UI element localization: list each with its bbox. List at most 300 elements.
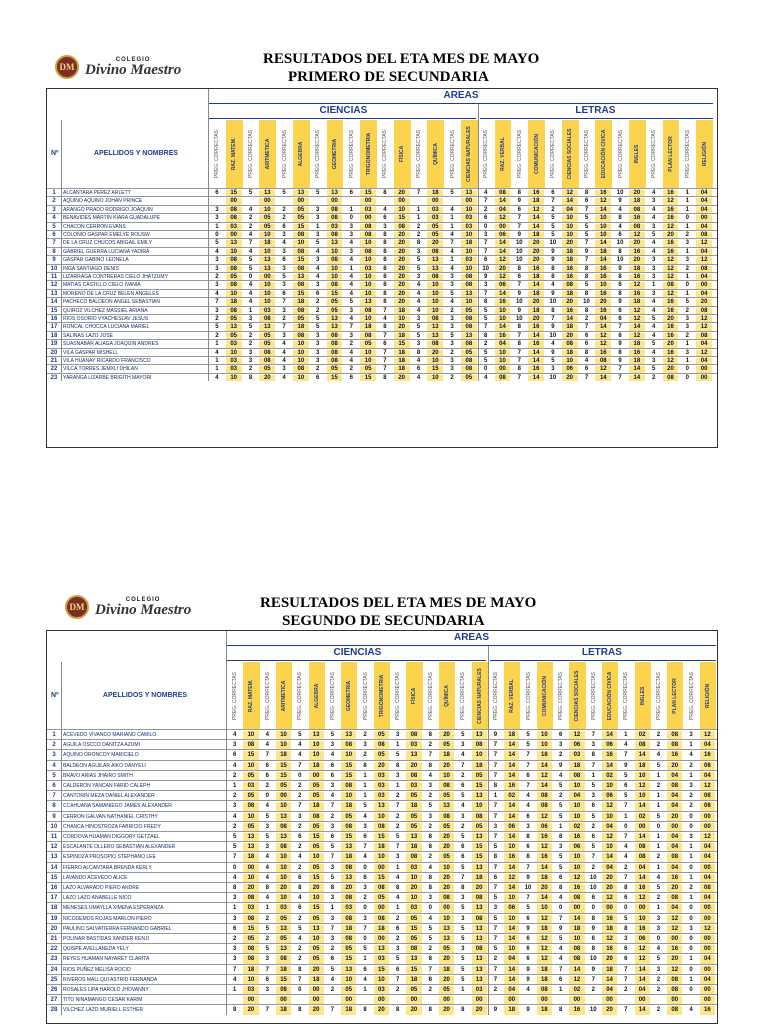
score-cell: 04	[602, 864, 617, 872]
score-cell: 7	[493, 966, 498, 973]
score-cell: 3	[316, 215, 320, 222]
score-cell: 7	[416, 190, 421, 196]
score-cell: 04	[700, 741, 715, 749]
score-cell: 3	[652, 198, 656, 205]
score-cell: 1	[493, 793, 498, 800]
score-cell: 4	[416, 374, 421, 381]
row-number: 16	[50, 885, 58, 891]
score-cell: 4	[618, 206, 622, 213]
column-header-label: PREG. CORRECTAS	[427, 671, 434, 720]
score-cell: 8	[383, 190, 387, 196]
score-cell: 4	[584, 358, 589, 364]
score-cell: 8	[591, 915, 595, 922]
score-cell: 7	[493, 803, 498, 810]
score-cell: 00	[276, 996, 291, 1004]
score-cell: 5	[484, 307, 488, 314]
score-cell: 3	[316, 341, 320, 348]
score-cell: 16	[562, 274, 578, 280]
score-cell: 15	[374, 833, 389, 841]
score-cell: 15	[341, 762, 356, 770]
score-cell: 5	[584, 232, 589, 238]
column-header	[227, 662, 243, 729]
results-table	[46, 630, 718, 1024]
score-cell: 7	[624, 966, 628, 973]
score-cell: 1	[558, 823, 563, 830]
score-cell: 14	[602, 731, 617, 739]
score-cell: 3	[265, 823, 269, 830]
score-cell: 0	[624, 823, 628, 830]
score-cell: 02	[602, 772, 617, 780]
score-cell: 3	[316, 349, 320, 356]
score-cell: 6	[298, 834, 302, 840]
score-cell: 10	[293, 350, 309, 356]
score-cell: 08	[309, 813, 324, 821]
score-cell: 14	[504, 741, 519, 749]
score-cell: 6	[526, 772, 530, 779]
score-cell	[618, 996, 633, 1004]
score-cell: 03	[243, 986, 258, 994]
score-cell: 06	[569, 843, 584, 851]
score-cell: 2	[265, 783, 269, 789]
score-cell: 14	[635, 874, 650, 882]
score-cell: 3	[349, 332, 353, 339]
score-cell	[651, 996, 666, 1004]
score-cell: 2	[656, 854, 661, 861]
score-cell: 9	[517, 198, 521, 205]
score-cell: 2	[656, 732, 661, 738]
column-header-label: ARITMETICA	[264, 138, 271, 170]
score-cell: 10	[243, 874, 258, 882]
score-cell: 16	[528, 366, 544, 372]
score-cell: 13	[472, 731, 487, 739]
score-cell: 2	[558, 793, 563, 800]
score-cell: 08	[327, 333, 343, 339]
score-cell: 5	[624, 793, 628, 800]
score-cell: 10	[595, 282, 611, 288]
score-cell: 15	[309, 904, 324, 912]
score-cell: 18	[504, 731, 519, 739]
score-cell: 4	[618, 223, 622, 230]
score-cell: 12	[667, 925, 682, 933]
score-cell: 8	[428, 885, 432, 891]
score-cell: 7	[526, 864, 530, 871]
column-header-label: PREG. CORRECTAS	[483, 130, 490, 178]
score-cell: 1	[395, 783, 400, 789]
score-cell: 7	[618, 366, 622, 373]
row-number: 19	[50, 915, 58, 922]
score-cell: 5	[416, 332, 421, 339]
score-cell: 03	[226, 341, 242, 347]
score-cell	[488, 996, 503, 1004]
score-cell: 12	[595, 341, 611, 347]
score-cell: 2	[330, 813, 335, 820]
score-cell: 10	[439, 864, 454, 872]
score-cell: 3	[450, 366, 454, 373]
score-cell: 6	[265, 772, 269, 779]
score-cell: 12	[696, 257, 712, 263]
column-header-label: PREG. CORRECTAS	[525, 671, 532, 720]
score-cell: 6	[316, 290, 320, 297]
score-cell: 08	[341, 935, 356, 943]
score-cell: 10	[602, 813, 617, 821]
score-cell: 9	[526, 976, 530, 983]
score-cell: 10	[259, 299, 275, 305]
student-name: BENAVIDES MARTIN KIARA GUADALUPE	[63, 215, 161, 222]
score-cell: 10	[309, 894, 324, 902]
score-cell: 08	[569, 894, 584, 902]
score-cell: 20	[472, 1006, 487, 1014]
score-cell: 15	[360, 190, 376, 196]
score-cell: 20	[667, 955, 682, 963]
score-cell: 3	[416, 341, 421, 348]
score-cell: 16	[700, 751, 715, 759]
score-cell: 5	[461, 905, 465, 912]
score-cell: 4	[652, 332, 656, 339]
student-name: BALDEON AGUILAR AIKO DANYELI	[63, 762, 146, 769]
score-cell: 5	[558, 936, 563, 942]
score-cell: 00	[700, 986, 715, 994]
score-cell: 7	[591, 732, 595, 738]
score-cell: 08	[537, 802, 552, 810]
score-cell: 9	[526, 925, 530, 932]
row-number: 10	[50, 823, 58, 830]
score-cell: 1	[349, 265, 353, 272]
score-cell: 08	[243, 741, 258, 749]
score-cell: 08	[663, 375, 679, 381]
score-cell: 00	[700, 915, 715, 923]
score-cell: 10	[327, 249, 343, 255]
score-cell: 08	[696, 308, 712, 314]
score-cell: 5	[656, 762, 661, 769]
score-cell: 10	[293, 341, 309, 347]
score-cell: 4	[652, 349, 656, 356]
student-name: REYES HUAMAN NAYARET CLARITA	[63, 956, 150, 963]
score-cell: 4	[558, 895, 563, 902]
row-number: 2	[52, 198, 56, 205]
score-cell: 7	[330, 803, 335, 810]
number-header: Nº	[51, 150, 59, 157]
score-cell: 6	[395, 925, 400, 932]
score-cell: 3	[265, 987, 269, 993]
score-cell: 4	[526, 987, 530, 993]
score-cell: 8	[551, 307, 555, 314]
score-cell: 7	[517, 332, 521, 339]
score-cell: 10	[394, 207, 410, 213]
score-cell: 6	[363, 966, 367, 973]
score-cell: 0	[689, 813, 693, 820]
score-cell: 7	[232, 854, 237, 861]
score-cell: 8	[395, 762, 400, 769]
score-cell: 13	[472, 833, 487, 841]
table-row	[47, 831, 717, 841]
score-cell: 0	[298, 772, 302, 779]
score-cell: 14	[635, 751, 650, 759]
score-cell: 2	[689, 762, 693, 769]
score-cell: 2	[428, 946, 432, 953]
score-cell: 3	[248, 358, 253, 364]
student-name: QUIROZ VILCHEZ MASSIEL ARIANA	[63, 307, 148, 314]
score-cell: 7	[383, 366, 387, 373]
score-cell: 4	[416, 290, 421, 297]
score-cell: 10	[293, 240, 309, 246]
score-cell: 05	[243, 823, 258, 831]
score-cell: 13	[309, 925, 324, 933]
score-cell: 1	[363, 783, 367, 789]
row-number: 12	[50, 844, 58, 851]
score-cell: 7	[484, 324, 488, 331]
score-cell: 06	[602, 741, 617, 749]
student-name: CHANCA HINOSTROZA FABRICIO FREDY	[63, 823, 161, 830]
score-cell: 3	[330, 895, 335, 902]
score-cell: 3	[248, 349, 253, 356]
score-cell: 7	[298, 976, 302, 983]
score-cell: 16	[629, 350, 645, 356]
score-cell: 0	[363, 864, 367, 871]
score-cell: 4	[558, 772, 563, 779]
score-cell: 03	[406, 782, 421, 790]
row-number: 25	[50, 976, 58, 983]
score-cell: 20	[309, 966, 324, 974]
score-cell: 05	[309, 955, 324, 963]
score-cell: 16	[562, 308, 578, 314]
score-cell: 05	[259, 366, 275, 372]
school-logo	[65, 595, 191, 619]
student-name: SALINAS LAZO JOSE	[63, 332, 114, 339]
score-cell: 0	[685, 215, 689, 222]
score-cell: 08	[360, 308, 376, 314]
score-cell: 05	[439, 792, 454, 800]
score-cell: 18	[374, 925, 389, 933]
score-cell: 3	[330, 823, 335, 830]
score-cell: 8	[298, 966, 302, 973]
student-name: POLINAR BASTIDAS XANDER KENJI	[63, 936, 149, 942]
score-cell: 4	[652, 307, 656, 314]
row-number: 23	[50, 374, 58, 381]
score-cell: 12	[663, 257, 679, 263]
logo-school-name: Divino Maestro	[85, 61, 182, 78]
score-cell: 16	[595, 266, 611, 272]
score-cell: 12	[663, 291, 679, 297]
student-name: PACHECO BALDEON ANGEL SEBASTIAN	[63, 299, 160, 306]
score-cell: 5	[656, 885, 661, 891]
score-cell: 03	[341, 904, 356, 912]
score-cell: 7	[383, 307, 387, 314]
score-cell: 6	[591, 803, 595, 810]
score-cell: 4	[652, 240, 656, 247]
score-cell: 8	[517, 324, 521, 331]
score-cell: 6	[624, 895, 628, 902]
score-cell: 03	[461, 224, 477, 230]
score-cell: 13	[439, 935, 454, 943]
score-cell: 5	[493, 915, 498, 922]
score-cell: 8	[428, 762, 432, 769]
score-cell: 3	[652, 223, 656, 230]
score-cell: 6	[330, 956, 335, 963]
score-cell: 05	[243, 772, 258, 780]
score-cell: 06	[504, 823, 519, 831]
score-cell: 10	[602, 782, 617, 790]
score-cell: 1	[689, 772, 693, 779]
score-cell: 12	[663, 224, 679, 230]
score-cell: 2	[298, 844, 302, 851]
table-row	[47, 974, 717, 984]
score-cell: 12	[537, 915, 552, 923]
score-cell: 00	[537, 996, 552, 1004]
score-cell: 2	[395, 936, 400, 942]
score-cell: 8	[248, 374, 253, 381]
score-cell: 04	[667, 802, 682, 810]
score-cell: 20	[427, 240, 443, 246]
score-cell: 1	[685, 223, 689, 230]
score-cell: 18	[243, 853, 258, 861]
score-cell: 5	[248, 190, 253, 196]
score-cell: 3	[282, 332, 286, 339]
score-cell: 2	[591, 823, 595, 830]
score-cell: 10	[374, 853, 389, 861]
score-cell: 13	[341, 731, 356, 739]
score-cell: 3	[450, 358, 454, 364]
score-cell: 05	[406, 935, 421, 943]
score-cell: 12	[629, 282, 645, 288]
score-cell: 7	[526, 762, 530, 769]
score-cell: 00	[667, 935, 682, 943]
column-header	[292, 662, 308, 729]
score-cell: 08	[341, 782, 356, 790]
column-header-label: PREG. CORRECTAS	[492, 671, 499, 720]
score-cell: 13	[427, 257, 443, 263]
score-cell: 16	[667, 945, 682, 953]
score-cell: 8	[526, 854, 530, 861]
score-cell: 16	[595, 350, 611, 356]
table-row	[47, 994, 717, 1004]
score-cell: 8	[558, 885, 563, 891]
score-cell: 05	[439, 823, 454, 831]
score-cell: 13	[327, 240, 343, 246]
score-cell: 18	[406, 843, 421, 851]
score-cell: 8	[461, 885, 465, 891]
table-row	[47, 933, 717, 943]
score-cell: 18	[528, 291, 544, 297]
score-cell: 13	[259, 190, 275, 196]
score-cell: 10	[562, 215, 578, 221]
score-cell: 04	[696, 274, 712, 280]
score-cell: 8	[298, 885, 302, 891]
row-number: 7	[52, 793, 56, 800]
score-cell: 02	[635, 813, 650, 821]
score-cell: 16	[635, 884, 650, 892]
score-cell: 8	[484, 332, 488, 339]
score-cell: 4	[316, 265, 320, 272]
score-cell: 13	[472, 976, 487, 984]
column-header-label: CIENCIAS SOCIALES	[567, 128, 574, 180]
score-cell: 4	[330, 976, 335, 983]
score-cell: 6	[584, 341, 589, 348]
score-cell: 1	[215, 366, 219, 373]
score-cell: 1	[232, 987, 237, 993]
score-cell: 18	[341, 925, 356, 933]
score-cell: 18	[341, 802, 356, 810]
score-cell: 0	[689, 915, 693, 922]
score-cell: 00	[700, 935, 715, 943]
score-cell: 14	[504, 833, 519, 841]
score-cell: 8	[618, 248, 622, 255]
score-cell: 4	[652, 324, 656, 331]
score-cell: 18	[629, 198, 645, 204]
score-cell: 08	[427, 249, 443, 255]
column-header	[406, 662, 422, 729]
score-cell: 6	[298, 874, 302, 881]
logo-small-text: COLEGIO	[125, 596, 161, 603]
score-cell: 18	[528, 274, 544, 280]
score-cell: 1	[652, 282, 656, 289]
score-cell: 4	[363, 813, 367, 820]
score-cell: 3	[349, 232, 353, 238]
score-cell: 10	[259, 291, 275, 297]
score-cell: 12	[537, 955, 552, 963]
score-cell: 00	[394, 198, 410, 204]
score-cell: 5	[584, 282, 589, 289]
score-cell: 20	[629, 190, 645, 196]
score-cell: 3	[265, 844, 269, 851]
score-cell: 08	[226, 266, 242, 272]
score-cell: 6	[526, 936, 530, 942]
score-cell: 14	[504, 935, 519, 943]
score-cell: 10	[515, 240, 523, 247]
score-cell: 7	[395, 803, 400, 810]
score-cell: 14	[528, 350, 544, 356]
student-name: ACEVEDO VIVANCO MARIANO CAMILO	[63, 732, 157, 738]
score-cell: 12	[602, 833, 617, 841]
score-cell: 4	[349, 358, 353, 364]
score-cell: 10	[569, 864, 584, 872]
score-cell: 2	[363, 732, 367, 738]
score-cell: 3	[652, 265, 656, 272]
score-cell: 15	[276, 976, 291, 984]
score-cell: 0	[215, 232, 219, 238]
score-cell: 10	[616, 257, 624, 264]
score-cell: 18	[537, 874, 552, 882]
score-cell: 2	[484, 341, 488, 348]
score-cell: 5	[551, 358, 555, 364]
score-cell: 10	[226, 375, 242, 381]
score-cell: 04	[667, 843, 682, 851]
row-number: 12	[50, 282, 58, 289]
score-cell: 05	[406, 915, 421, 923]
score-cell: 18	[472, 762, 487, 770]
score-cell: 3	[248, 316, 253, 322]
score-cell: 3	[656, 925, 661, 932]
score-cell: 06	[537, 823, 552, 831]
column-header-label: PREG. CORRECTAS	[415, 130, 422, 178]
score-cell: 1	[461, 987, 465, 993]
score-cell: 08	[360, 333, 376, 339]
score-cell: 8	[298, 1007, 302, 1014]
score-cell: 1	[363, 956, 367, 963]
column-header-label: FÍSICA	[399, 145, 406, 163]
score-cell: 3	[298, 813, 302, 820]
score-cell: 4	[282, 349, 286, 356]
score-cell: 10	[439, 772, 454, 780]
score-cell: 12	[696, 324, 712, 330]
score-cell: 7	[484, 290, 488, 297]
score-cell: 20	[528, 257, 544, 263]
score-cell: 6	[618, 282, 622, 289]
column-header	[602, 662, 618, 729]
score-cell: 04	[696, 291, 712, 297]
score-cell: 16	[629, 249, 645, 255]
score-cell: 7	[591, 854, 595, 861]
score-cell: 5	[428, 925, 432, 932]
